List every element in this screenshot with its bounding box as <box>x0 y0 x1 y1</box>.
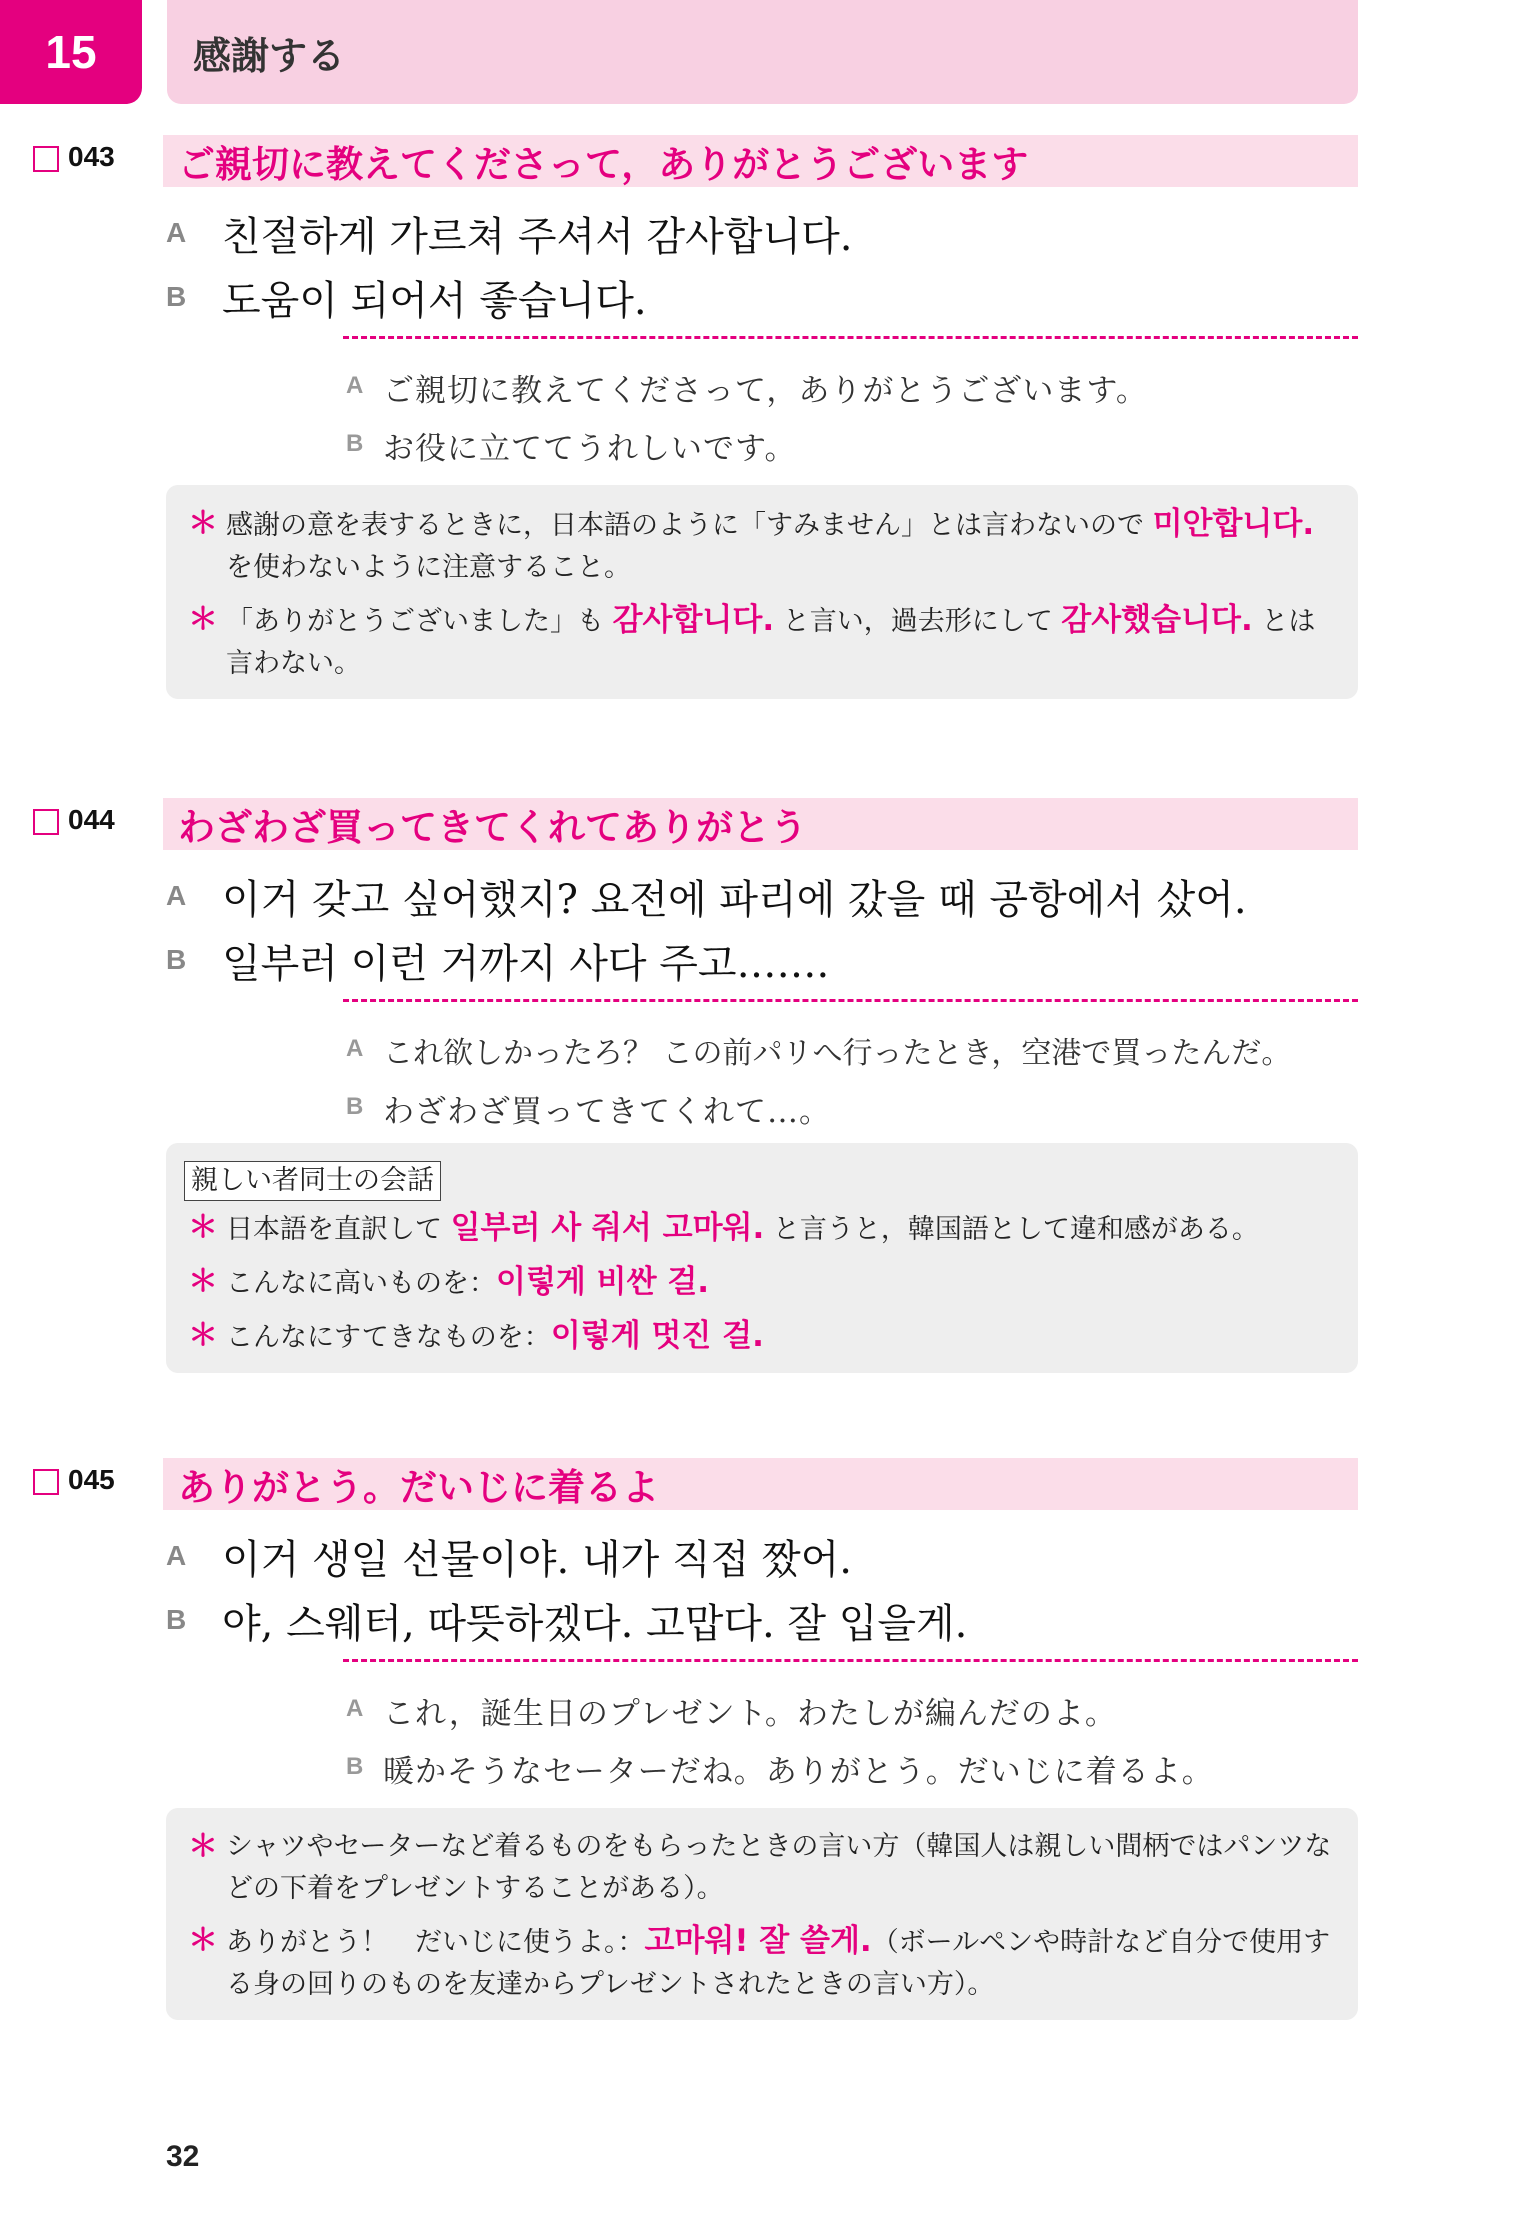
note-item <box>188 1920 1336 2006</box>
chapter-number: 15 <box>0 0 142 104</box>
speaker-label: A <box>346 1035 364 1062</box>
speaker-label: A <box>346 1695 364 1722</box>
note-item <box>188 1315 1336 1359</box>
speaker-label: A <box>166 880 187 911</box>
note-text: こんなに高いものを： <box>226 1268 496 1299</box>
note-text: と言うと，韓国語として違和感がある。 <box>764 1214 1259 1245</box>
korean-highlight: 이렇게 비싼 걸. <box>496 1264 710 1300</box>
asterisk-icon: ＊ <box>188 602 218 637</box>
entry-checkbox[interactable] <box>33 146 59 172</box>
entry-checkbox[interactable] <box>33 1469 59 1495</box>
speaker-label: B <box>346 1753 364 1780</box>
korean-text: 일부러 이런 거까지 사다 주고……. <box>222 941 830 987</box>
note-text: 日本語を直訳して <box>226 1214 451 1245</box>
entry-number: 043 <box>68 141 115 172</box>
dashed-divider <box>343 1659 1358 1662</box>
speaker-label: B <box>166 944 187 975</box>
speaker-label: A <box>166 1540 187 1571</box>
note-text: （ボールペンや時計など自分で使用する身の回りのものを友達からプレゼントされたときの言い方）。 <box>226 1927 1331 2000</box>
note-text: こんなにすてきなものを： <box>226 1322 551 1353</box>
entry-checkbox[interactable] <box>33 809 59 835</box>
asterisk-icon: ＊ <box>188 1923 218 1958</box>
note-item <box>188 1207 1336 1251</box>
dashed-divider <box>343 999 1358 1002</box>
page-number: 32 <box>166 2140 200 2173</box>
korean-highlight: 일부러 사 줘서 고마워. <box>450 1210 765 1246</box>
asterisk-icon: ＊ <box>188 506 218 541</box>
entry-title: ご親切に教えてくださって，ありがとうございます <box>163 135 1358 187</box>
japanese-text: お役に立ててうれしいです。 <box>383 431 797 467</box>
speaker-label: A <box>166 217 187 248</box>
dashed-divider <box>343 336 1358 339</box>
korean-text: 친절하게 가르쳐 주셔서 감사합니다. <box>222 214 853 260</box>
entry-header <box>0 1458 1360 1510</box>
entry-title: ありがとう。だいじに着るよ <box>163 1458 1358 1510</box>
note-item <box>188 1826 1336 1910</box>
asterisk-icon: ＊ <box>188 1264 218 1299</box>
korean-highlight: 감사합니다. <box>612 602 775 638</box>
entry-header <box>0 798 1360 850</box>
entry-number: 044 <box>68 804 115 835</box>
note-item <box>188 503 1336 589</box>
korean-highlight: 감사했습니다. <box>1061 602 1253 638</box>
note-text: ありがとう！ だいじに使うよ。： <box>226 1927 645 1958</box>
notes-box <box>166 1143 1358 1373</box>
note-item <box>188 599 1336 685</box>
japanese-text: 暖かそうなセーターだね。ありがとう。だいじに着るよ。 <box>383 1754 1214 1790</box>
entry-number: 045 <box>68 1464 115 1495</box>
korean-text: 이거 갖고 싶어했지? 요전에 파리에 갔을 때 공항에서 샀어. <box>222 877 1247 923</box>
japanese-text: わざわざ買ってきてくれて…。 <box>383 1094 831 1130</box>
korean-highlight: 이렇게 멋진 걸. <box>550 1318 764 1354</box>
note-text: 「ありがとうございました」も <box>226 606 613 637</box>
korean-text: 도움이 되어서 좋습니다. <box>222 278 647 324</box>
korean-text: 이거 생일 선물이야. 내가 직접 짰어. <box>222 1537 852 1583</box>
note-text: シャツやセーターなど着るものをもらったときの言い方（韓国人は親しい間柄ではパンツなどの下着をプレゼントすることがある）。 <box>226 1831 1332 1904</box>
entry-title: わざわざ買ってきてくれてありがとう <box>163 798 1358 850</box>
context-tag: 親しい者同士の会話 <box>184 1161 441 1201</box>
chapter-title: 感謝する <box>167 0 1358 104</box>
japanese-text: ご親切に教えてくださって，ありがとうございます。 <box>383 373 1148 409</box>
korean-text: 야, 스웨터, 따뜻하겠다. 고맙다. 잘 입을게. <box>222 1601 968 1647</box>
speaker-label: A <box>346 372 364 399</box>
notes-box <box>166 1808 1358 2020</box>
speaker-label: B <box>166 281 187 312</box>
japanese-text: これ，誕生日のプレゼント。わたしが編んだのよ。 <box>383 1696 1117 1732</box>
note-text: 感謝の意を表するときに，日本語のように「すみません」とは言わないので <box>226 510 1153 541</box>
speaker-label: B <box>346 430 364 457</box>
entry-header <box>0 135 1360 187</box>
note-item <box>188 1261 1336 1305</box>
speaker-label: B <box>346 1093 364 1120</box>
asterisk-icon: ＊ <box>188 1318 218 1353</box>
speaker-label: B <box>166 1604 187 1635</box>
note-text: を使わないように注意すること。 <box>226 552 631 583</box>
asterisk-icon: ＊ <box>188 1210 218 1245</box>
note-text: と言い，過去形にして <box>774 606 1062 637</box>
note-text: とは言わない。 <box>226 606 1316 679</box>
notes-box <box>166 485 1358 699</box>
asterisk-icon: ＊ <box>188 1829 218 1864</box>
korean-highlight: 미안합니다. <box>1152 506 1315 542</box>
japanese-text: これ欲しかったろ？ この前パリへ行ったとき，空港で買ったんだ。 <box>383 1036 1292 1071</box>
korean-highlight: 고마워! 잘 쓸게. <box>644 1923 872 1959</box>
